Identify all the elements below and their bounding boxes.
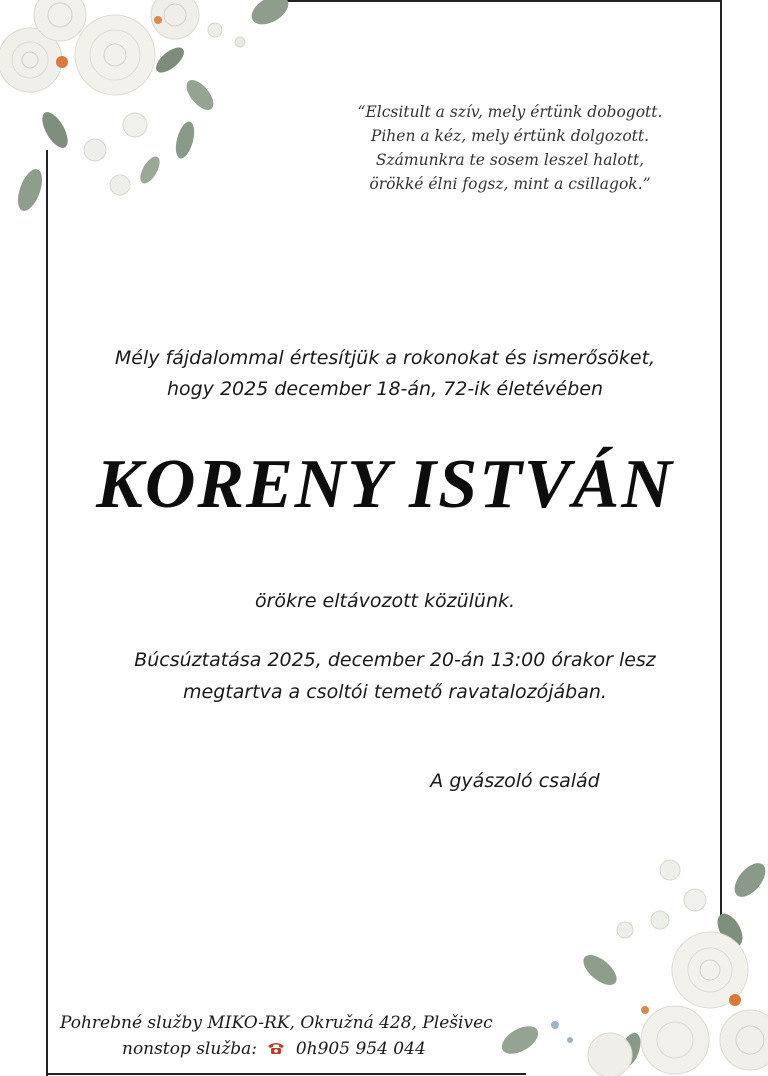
poem-line: örökké élni fogsz, mint a csillagok.” [369,175,651,193]
intro-line: Mély fájdalommal értesítjük a rokonokat és ismerősöket, [114,347,656,369]
departed-text: örökre eltávozott közülünk. [254,590,516,612]
funeral-service-footer [56,1010,526,1062]
border-top [270,0,722,2]
floral-decoration-top-left [0,0,300,220]
phone-line [56,1036,526,1062]
phone-number[interactable]: 0h905 954 044 [295,1039,426,1059]
poem-line: Pihen a kéz, mely értünk dolgozott. [370,127,650,145]
poem-line: Számunkra te sosem leszel halott, [375,151,645,169]
deceased-name: KORENY ISTVÁN [96,446,674,523]
farewell-details [60,644,730,708]
intro-line: hogy 2025 december 18-án, 72-ik életévében [166,378,604,400]
poem-line: “Elcsitult a szív, mely értünk dobogott. [357,103,663,121]
memorial-poem [330,100,690,196]
farewell-line: Búcsúztatása 2025, december 20-án 13:00 órakor lesz [134,649,656,671]
farewell-line: megtartva a csoltói temető ravatalozójában. [183,681,607,703]
announcement-intro [60,343,710,405]
border-bottom [46,1073,526,1075]
service-label: nonstop služba: [122,1039,258,1059]
border-left [46,150,48,1076]
family-signature: A gyászoló család [430,770,600,792]
company-address: Pohrebné služby MIKO-RK, Okružná 428, Plešivec [60,1013,493,1033]
telephone-icon [266,1041,286,1055]
